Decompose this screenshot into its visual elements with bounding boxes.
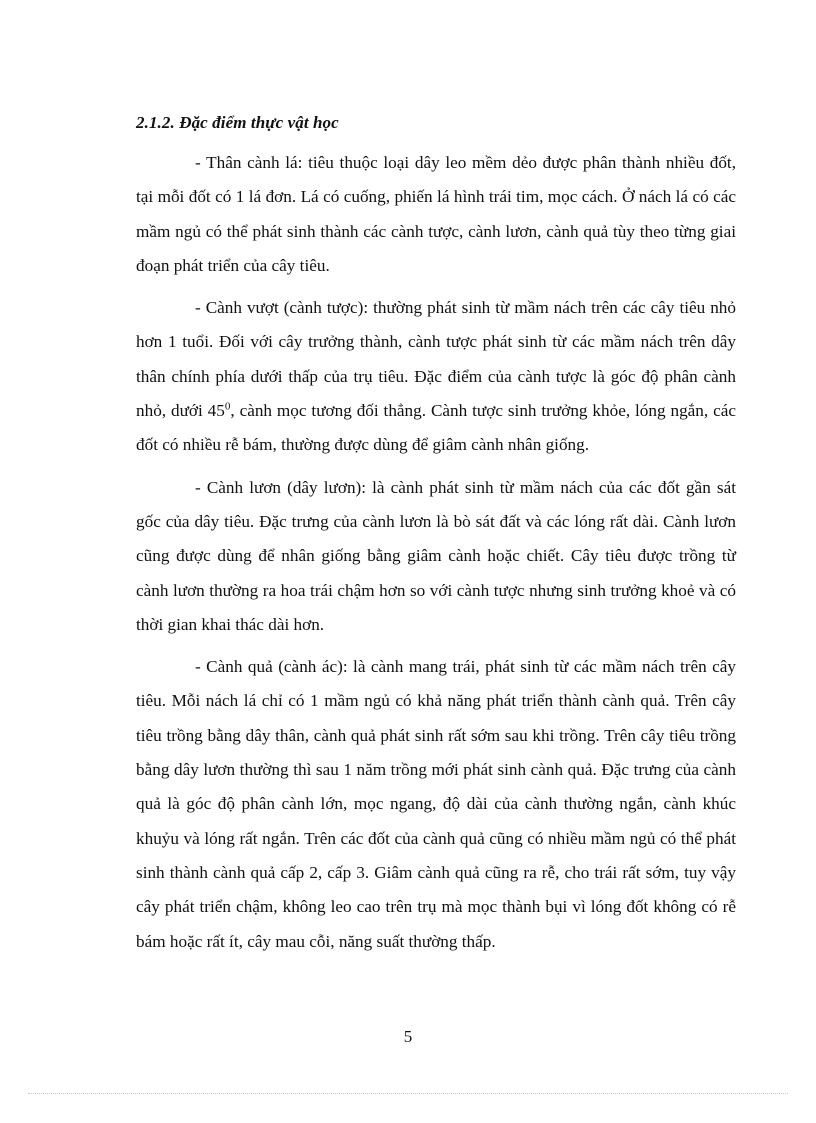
section-heading: 2.1.2. Đặc điểm thực vật học [136,113,339,132]
paragraph-stem-leaf: - Thân cành lá: tiêu thuộc loại dây leo mềm dẻo được phân thành nhiều đốt, tại mỗi đốt có 1 lá đơn. Lá có cuống, phiến lá hình trái tim, mọc cách. Ở nách lá có các mầm ngủ có thể phát sinh thành các cành tược, cành lươn, cành quả tùy theo từng giai đoạn phát triển của cây tiêu. [136,153,736,275]
paragraph-text-part: , cành mọc tương đối thẳng. Cành tược sinh trưởng khỏe, lóng ngắn, các đốt có nhiều rễ bám, thường được dùng để giâm cành nhân giống. [136,401,736,455]
paragraph-text-part: - Cành vượt (cành tược): thường phát sinh từ mầm nách trên các cây tiêu nhỏ hơn 1 tuổi. Đối với cây trưởng thành, cành tược phát sinh từ các mầm nách trên dây thân chính phía dưới thấp của trụ tiêu. Đặc điểm của cành tược là góc độ phân cành nhỏ, dưới 45 [136,298,736,421]
footer-divider [28,1093,788,1094]
degree-superscript: 0 [224,400,231,413]
body-text [136,146,736,967]
page-number: 5 [403,1027,413,1046]
paragraph-fruit-branch: - Cành quả (cành ác): là cành mang trái, phát sinh từ các mầm nách trên cây tiêu. Mỗi nách lá chỉ có 1 mầm ngủ có khả năng phát triển thành cành quả. Trên cây tiêu trồng bằng dây thân, cành quả phát sinh rất sớm sau khi trồng. Trên cây tiêu trồng bằng dây lươn thường thì sau 1 năm trồng mới phát sinh cành quả. Đặc trưng của cành quả là góc độ phân cành lớn, mọc ngang, độ dài của cành thường ngắn, cành khúc khuỷu và lóng rất ngắn. Trên các đốt của cành quả cũng có nhiều mầm ngủ có thể phát sinh thành cành quả cấp 2, cấp 3. Giâm cành quả cũng ra rễ, cho trái rất sớm, tuy vậy cây phát triển chậm, không leo cao trên trụ mà mọc thành bụi vì lóng đốt không có rễ bám hoặc rất ít, cây mau cỗi, năng suất thường thấp. [136,657,736,951]
paragraph-sucker-shoot [136,291,736,462]
paragraph-runner-shoot: - Cành lươn (dây lươn): là cành phát sinh từ mầm nách của các đốt gần sát gốc của dây tiêu. Đặc trưng của cành lươn là bò sát đất và các lóng rất dài. Cành lươn cũng được dùng để nhân giống bằng giâm cành hoặc chiết. Cây tiêu được trồng từ cành lươn thường ra hoa trái chậm hơn so với cành tược nhưng sinh trưởng khoẻ và có thời gian khai thác dài hơn. [136,477,736,634]
